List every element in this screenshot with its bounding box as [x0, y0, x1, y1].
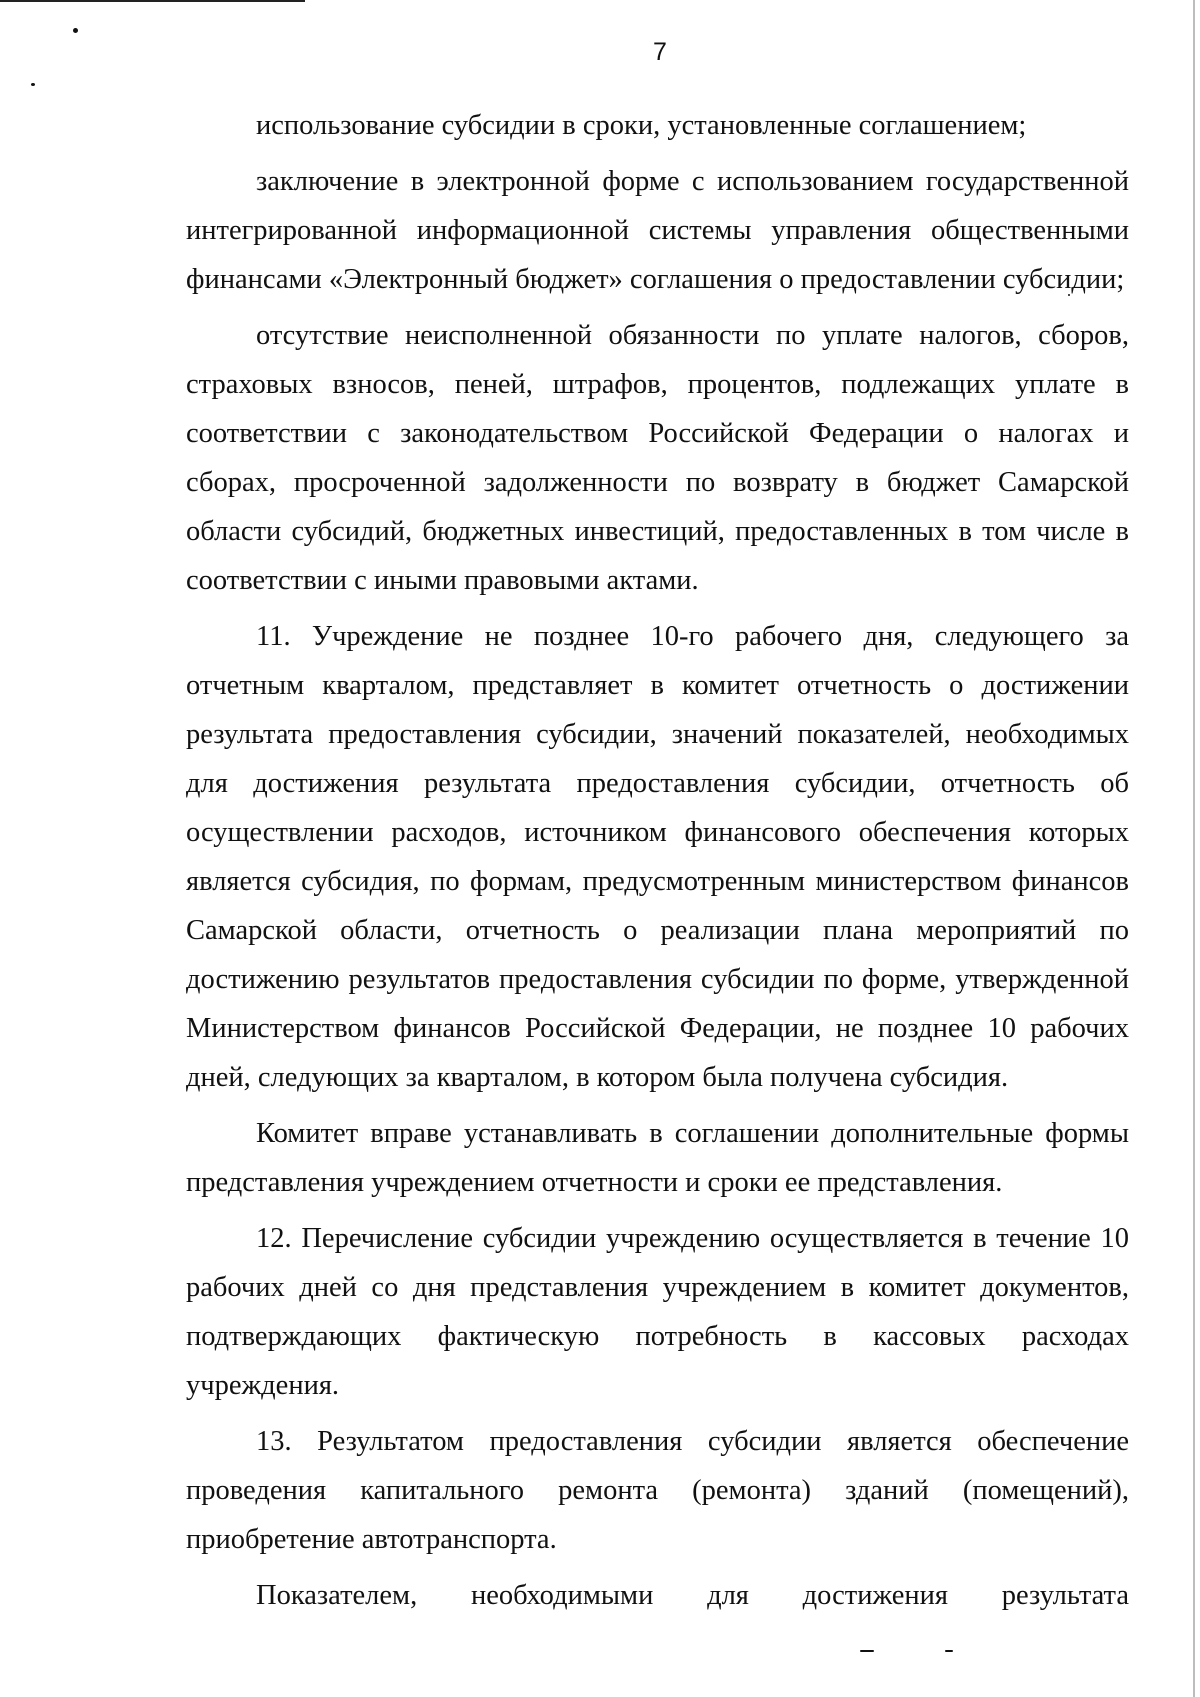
paragraph-subsidy-usage-term: использование субсидии в сроки, установленные соглашением; — [256, 110, 1027, 141]
paragraph-12-transfer: 12. Перечисление субсидии учреждению осуществляется в течение 10 рабочих дней со дня представления учреждением в комитет документов, подтверждающих фактическую потребность в кассовых расходах учреждения. — [186, 1223, 1129, 1401]
paragraph-indicator: Показателем, необходимыми для достижения результата — [256, 1580, 1129, 1611]
scan-right-edge-line — [1193, 0, 1195, 1697]
scan-speck — [73, 28, 78, 33]
scan-speck — [31, 83, 35, 86]
paragraph-no-tax-debt: отсутствие неисполненной обязанности по уплате налогов, сборов, страховых взносов, пеней, штрафов, процентов, подлежащих уплате в соответствии с законодательством Российской Федерации о налогах и сборах, просроченной задолженности по возврату в бюджет Самарской области субсидий, бюджетных инвестиций, предоставленных в том числе в соответствии с иными правовыми актами. — [186, 320, 1129, 596]
scan-top-edge-line — [0, 0, 305, 2]
page-number: 7 — [653, 38, 667, 66]
paragraph-11-reporting: 11. Учреждение не позднее 10-го рабочего дня, следующего за отчетным кварталом, представляет в комитет отчетность о достижении результата предоставления субсидии, значений показателей, необходимых для достижения результата предоставления субсидии, отчетность об осуществлении расходов, источником финансового обеспечения которых является субсидия, по формам, предусмотренным министерством финансов Самарской области, отчетность о реализации плана мероприятий по достижению результатов предоставления субсидии по форме, утвержденной Министерством финансов Российской Федерации, не позднее 10 рабочих дней, следующих за кварталом, в котором была получена субсидия. — [186, 621, 1129, 1093]
scan-speck — [860, 1650, 874, 1652]
scan-speck — [945, 1650, 953, 1652]
paragraph-additional-forms: Комитет вправе устанавливать в соглашении дополнительные формы представления учреждением отчетности и сроки ее представления. — [186, 1118, 1129, 1198]
paragraph-13-result: 13. Результатом предоставления субсидии является обеспечение проведения капитального ремонта (ремонта) зданий (помещений), приобретение автотранспорта. — [186, 1426, 1129, 1555]
document-body — [186, 101, 1129, 1620]
paragraph-electronic-agreement: заключение в электронной форме с использованием государственной интегрированной информационной системы управления общественными финансами «Электронный бюджет» соглашения о предоставлении субсидии; — [186, 166, 1129, 295]
